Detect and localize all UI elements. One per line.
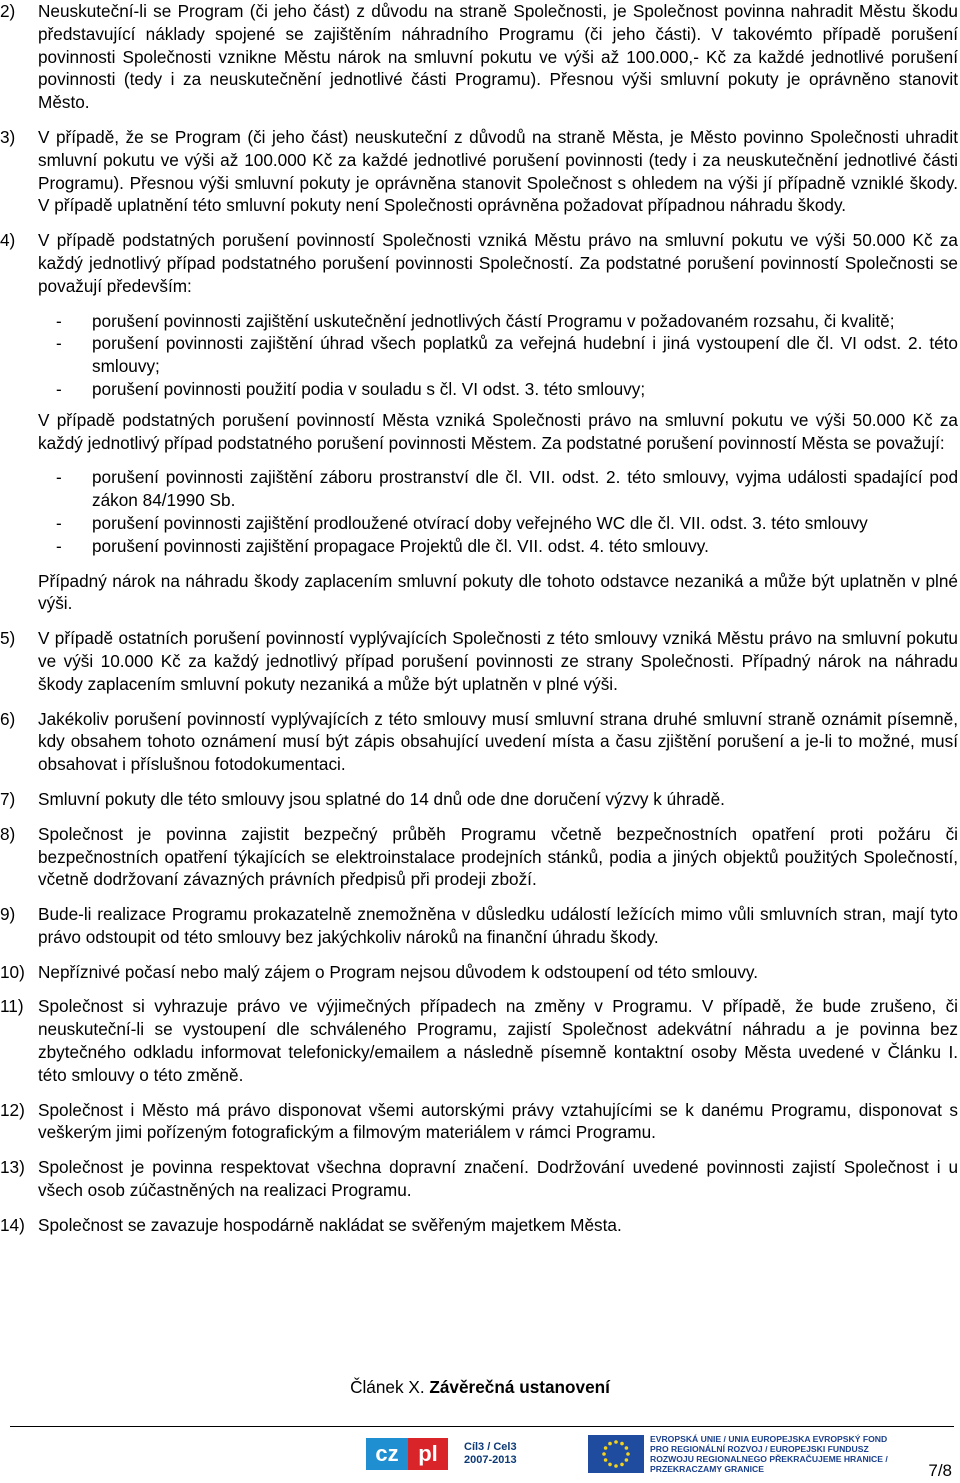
clause-2: [0, 0, 960, 114]
czpl-logo-pl: pl: [408, 1438, 448, 1470]
clause-5: [0, 627, 960, 695]
clause-number: 11): [0, 996, 24, 1017]
clause-3: [0, 126, 960, 217]
clause-number: 8): [0, 823, 16, 844]
clause-text: Neuskuteční-li se Program (či jeho část) z důvodu na straně Společnosti, je Společnost povinna nahradit Městu škodu představující náklady spojené se zajištěním náhradního Programu (či jeho části). V takovémto případě porušení povinnosti Společnosti vznikne Městu nárok na smluvní pokutu ve výši až 100.000,- Kč za každé jednotlivé porušení povinnosti (tedy i za neuskutečnění jednotlivé části Programu). Přesnou výši smluvní pokuty je oprávněno stanovit Město.: [38, 1, 958, 113]
clause-text: V případě podstatných porušení povinností Společnosti vzniká Městu právo na smluvní pokutu ve výši 50.000 Kč za každý jednotlivý případ podstatného porušení povinnosti Společností. Za podstatné porušení povinností Společnosti se považují především:: [38, 230, 958, 296]
clause-10: [0, 961, 960, 984]
clause-7: [0, 788, 960, 811]
clause-number: 13): [0, 1157, 25, 1178]
clause-text: Bude-li realizace Programu prokazatelně znemožněna v důsledku událostí ležících mimo vůli smluvních stran, mají tyto právo odstoupit od této smlouvy bez jakýchkoliv nároků na finanční úhradu škody.: [38, 904, 958, 947]
clause-text: Nepříznivé počasí nebo malý zájem o Program nejsou důvodem k odstoupení od této smlouvy.: [38, 961, 759, 982]
clause-number: 4): [0, 230, 16, 251]
clause-13: [0, 1156, 960, 1202]
czpl-logo-cz: cz: [366, 1438, 408, 1470]
eu-logo: [588, 1434, 900, 1475]
article-heading: [0, 1376, 960, 1399]
clause-number: 9): [0, 904, 16, 925]
clause-text: Jakékoliv porušení povinností vyplývajících z této smlouvy musí smluvní strana druhé smluvní straně oznámit písemně, kdy obsahem tohoto oznámení musí být zápis obsahující uvedení místa a času zjištění porušení a je-li to možné, musí obsahovat i příslušnou fotodokumentaci.: [38, 708, 958, 775]
page-number: 7/8: [928, 1461, 952, 1480]
list-item: - porušení povinnosti zajištění prodloužené otvírací doby veřejného WC dle čl. VII. odst. 3. této smlouvy: [56, 512, 868, 533]
list-item: - porušení povinnosti zajištění záboru prostranství dle čl. VII. odst. 2. této smlouvy, vyjma události spadající pod zákon 84/1990 Sb.: [56, 467, 958, 511]
clause-text: Případný nárok na náhradu škody zaplacením smluvní pokuty dle tohoto odstavce nezaniká a může být uplatněn v plné výši.: [38, 570, 958, 614]
list-item: - porušení povinnosti použití podia v souladu s čl. VI odst. 3. této smlouvy;: [56, 378, 646, 399]
list-item: - porušení povinnosti zajištění úhrad všech poplatků za veřejná hudební i jiná vystoupení dle čl. VI odst. 2. této smlouvy;: [56, 333, 958, 377]
clause-text: V případě, že se Program (či jeho část) neuskuteční z důvodů na straně Města, je Město povinno Společnosti uhradit smluvní pokutu ve výši až 100.000 Kč za každé jednotlivé porušení povinnosti (tedy i za neuskutečnění jednotlivé části Programu). Přesnou výši smluvní pokuty je oprávněna stanovit Společnost s ohledem na výši jí případně vzniklé škody. V případě uplatnění této smluvní pokuty není Společnosti oprávněna požadovat případnou náhradu škody.: [38, 126, 958, 216]
clause-9: [0, 903, 960, 949]
footer-logos: [366, 1434, 900, 1474]
clause-text: V případě podstatných porušení povinností Města vzniká Společnosti právo na smluvní pokutu ve výši 50.000 Kč za každý jednotlivý případ podstatného porušení povinnosti Městem. Za podstatné porušení povinností Města se považují:: [38, 409, 958, 453]
clause-number: 2): [0, 1, 16, 21]
clause-8: [0, 823, 960, 891]
clause-text: Smluvní pokuty dle této smlouvy jsou splatné do 14 dnů ode dne doručení výzvy k úhradě.: [38, 788, 725, 809]
article-number: Článek X.: [350, 1377, 425, 1397]
clause-text: Společnost je povinna zajistit bezpečný průběh Programu včetně bezpečnostních opatření proti požáru či bezpečnostních opatření týkajících se elektroinstalace prodejních stánků, podia a jiných objektů použitých Společností, včetně dodržovaní závazných právních předpisů při prodeji zboží.: [38, 823, 958, 890]
clause-text: V případě ostatních porušení povinností vyplývajících Společnosti z této smlouvy vzniká Městu právo na smluvní pokutu ve výši 10.000 Kč za každý jednotlivý případ porušení povinnosti ze strany Společnosti. Případný nárok na náhradu škody zaplacením smluvní pokuty nezaniká a může být uplatněn v plné výši.: [38, 628, 958, 694]
eu-flag-icon: [588, 1435, 644, 1473]
clause-14: [0, 1214, 960, 1237]
article-title: Závěrečná ustanovení: [429, 1377, 610, 1397]
clause-number: 10): [0, 961, 25, 982]
clause-number: 5): [0, 628, 16, 649]
clause-6: [0, 708, 960, 776]
list-item: - porušení povinnosti zajištění uskutečnění jednotlivých částí Programu v požadovaném rozsahu, či kvalitě;: [56, 310, 895, 331]
clause-text: Společnost i Město má právo disponovat všemi autorskými právy vztahujícími se k danému Programu, disponovat s veškerým jimi pořízeným fotografickým a filmovým materiálem v rámci Programu.: [38, 1099, 958, 1143]
czpl-logo: [366, 1436, 460, 1472]
clause-number: 14): [0, 1214, 25, 1235]
clause-number: 3): [0, 126, 16, 147]
clause-number: 12): [0, 1099, 25, 1120]
eu-fund-text: EVROPSKÁ UNIE / UNIA EUROPEJSKA EVROPSKÝ FOND PRO REGIONÁLNÍ ROZVOJ / EUROPEJSKI FUNDUSZ ROZWOJU REGIONALNEGO PŘEKRAČUJEME HRANICE / PRZEKRACZAMY GRANICE: [650, 1433, 888, 1475]
list-item: - porušení povinnosti zajištění propagace Projektů dle čl. VII. odst. 4. této smlouvy.: [56, 535, 709, 556]
clause-text: Společnost je povinna respektovat všechna dopravní značení. Dodržování uvedené povinnosti zajistí Společnost i u všech osob zúčastněných na realizaci Programu.: [38, 1157, 958, 1201]
clause-text: Společnost si vyhrazuje právo ve výjimečných případech na změny v Programu. V případě, že bude zrušeno, či neuskuteční-li se vystoupení dle schváleného Programu, zajistí Společnost adekvátní náhradu a je povinna bez zbytečného odkladu informovat telefonicky/emailem a následně písemně kontaktní osoby Města uvedené v Článku I. této smlouvy o této změně.: [38, 996, 958, 1085]
clause-text: Společnost se zavazuje hospodárně nakládat se svěřeným majetkem Města.: [38, 1214, 622, 1235]
clause-12: [0, 1099, 960, 1145]
clause-11: [0, 995, 960, 1086]
footer-divider: [10, 1426, 954, 1427]
clause-number: 7): [0, 788, 16, 809]
clause-4: [0, 229, 960, 615]
clause-number: 6): [0, 708, 16, 729]
program-label: Cíl3 / Cel3 2007-2013: [464, 1441, 517, 1466]
